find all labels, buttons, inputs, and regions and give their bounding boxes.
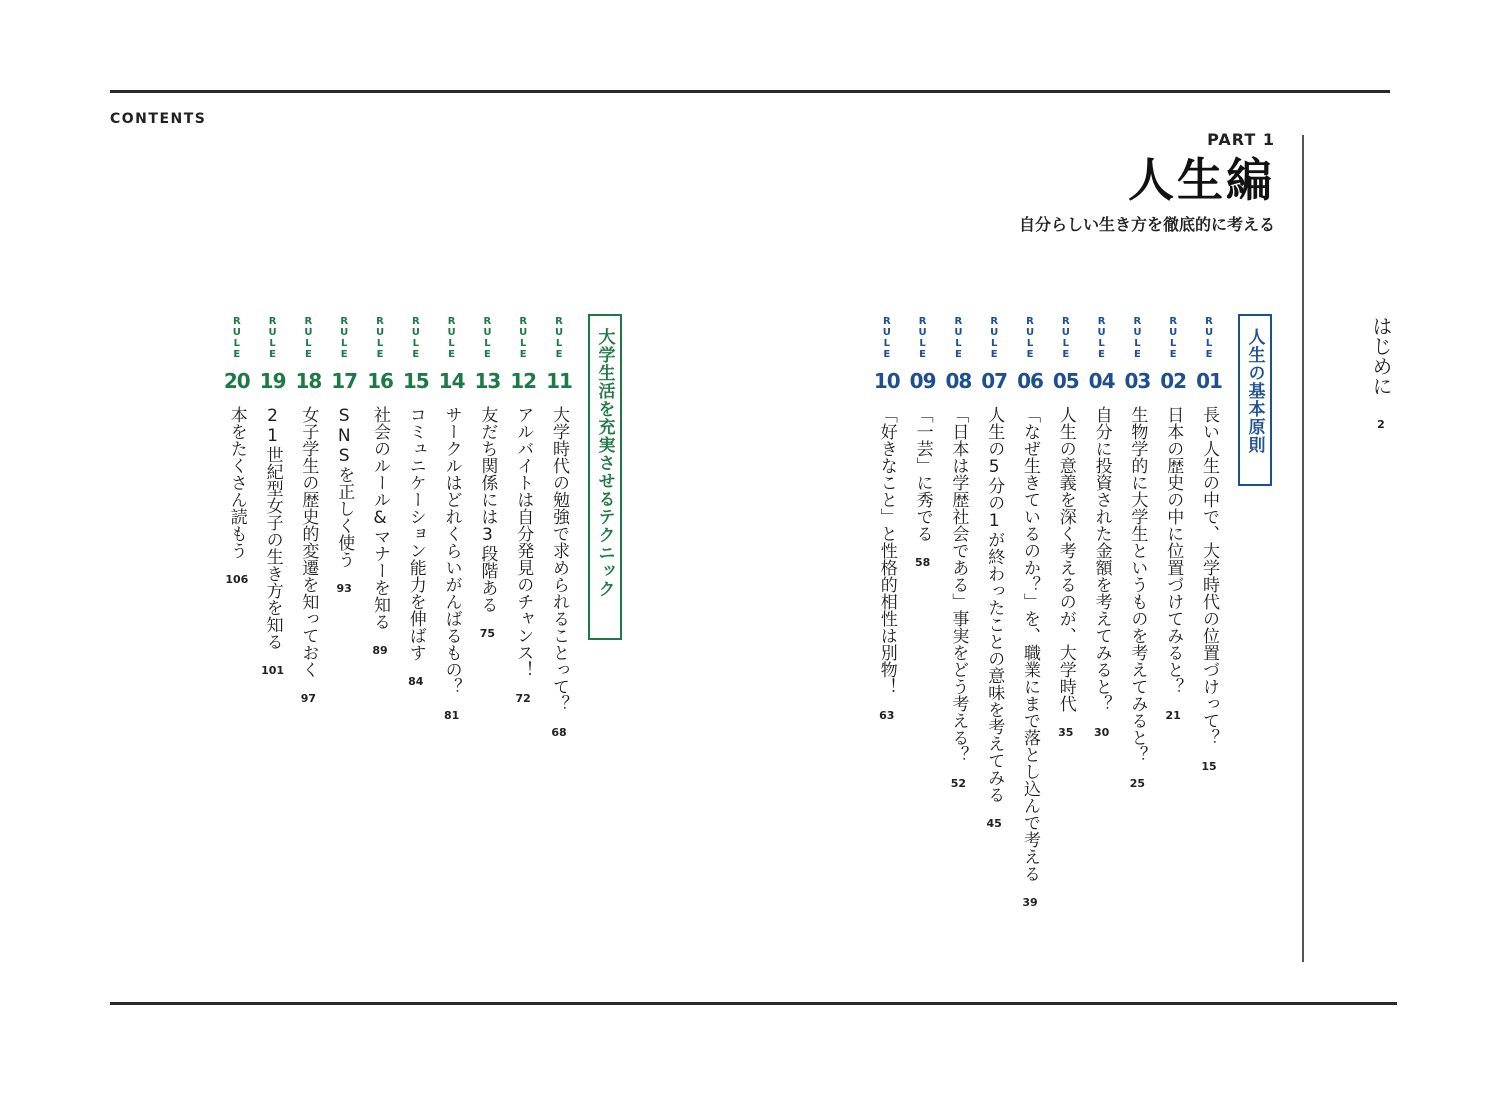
rule-title: 友だち関係には3段階ある	[477, 406, 498, 613]
rule-title: アルバイトは自分発見のチャンス！	[513, 406, 534, 678]
rule-page-number: 89	[372, 644, 388, 657]
rule-word: RULE	[232, 316, 241, 360]
rule-word: RULE	[954, 316, 963, 360]
rule-number: 04	[1088, 369, 1115, 393]
rule-entry[interactable]	[326, 316, 362, 595]
rule-title: 人生の5分の1が終わったことの意味を考えてみる	[984, 406, 1005, 803]
rule-page-number: 30	[1093, 726, 1110, 739]
rule-number: 08	[945, 369, 972, 393]
rule-word: RULE	[519, 316, 528, 360]
rule-word: RULE	[411, 316, 420, 360]
rule-page-number: 58	[914, 556, 931, 569]
rule-page-number: 35	[1058, 726, 1074, 739]
rule-title: 本をたくさん読もう	[226, 406, 247, 559]
section-title: 大学生活を充実させるテクニック	[594, 328, 615, 598]
rule-word: RULE	[340, 316, 349, 360]
part-title: 人生編	[1128, 153, 1275, 207]
section-heading-college-techniques	[588, 314, 622, 640]
rule-number: 11	[546, 369, 572, 393]
rule-number: 18	[295, 369, 322, 393]
rule-word: RULE	[483, 316, 492, 360]
rule-page-number: 72	[515, 692, 531, 705]
rule-word: RULE	[304, 316, 313, 360]
rule-page-number: 81	[443, 709, 460, 722]
rule-page-number: 75	[479, 627, 496, 640]
rule-entry[interactable]	[1119, 316, 1155, 790]
rule-entry[interactable]	[1048, 316, 1084, 739]
rule-entry[interactable]	[905, 316, 941, 569]
rule-word: RULE	[1097, 316, 1106, 360]
rule-page-number: 101	[261, 664, 285, 677]
bottom-rule	[110, 1002, 1397, 1005]
rule-number: 07	[981, 369, 1008, 393]
rule-title: 社会のルール&マナーを知る	[370, 406, 390, 630]
rule-entry[interactable]	[1084, 316, 1120, 739]
rule-title: 大学時代の勉強で求められることって？	[549, 406, 569, 712]
rule-title: 21世紀型女子の生き方を知る	[262, 406, 283, 650]
rule-title: 「一芸」に秀でる	[912, 406, 933, 542]
rule-word: RULE	[1133, 316, 1142, 360]
rule-title: 人生の意義を深く考えるのが、大学時代	[1055, 406, 1076, 712]
intro-page: 2	[1377, 418, 1385, 431]
rule-number: 15	[402, 369, 429, 393]
rule-number: 06	[1017, 369, 1043, 393]
section-title: 人生の基本原則	[1244, 328, 1265, 454]
rule-title: 自分に投資された金額を考えてみると？	[1091, 406, 1112, 712]
rule-number: 20	[223, 369, 250, 393]
part-heading	[1019, 130, 1275, 235]
rule-entry[interactable]	[469, 316, 505, 640]
intro-entry[interactable]	[1363, 316, 1399, 431]
rule-title: SNSを正しく使う	[334, 406, 355, 568]
rule-title: コミュニケーション能力を伸ばす	[405, 406, 426, 661]
rule-number: 16	[367, 369, 393, 393]
section-heading-life-principles	[1238, 314, 1272, 486]
rule-entry[interactable]	[1012, 316, 1048, 909]
rule-word: RULE	[375, 316, 385, 360]
rule-title: 「なぜ生きているのか？」を、職業にまで落とし込んで考える	[1020, 406, 1040, 882]
rule-page-number: 97	[300, 692, 317, 705]
rule-number: 03	[1124, 369, 1151, 393]
contents-label: CONTENTS	[110, 111, 207, 127]
rule-page-number: 25	[1129, 777, 1146, 790]
rule-number: 09	[909, 369, 936, 393]
rule-page-number: 21	[1165, 709, 1181, 722]
rule-word: RULE	[990, 316, 999, 360]
rule-title: サークルはどれくらいがんばるもの？	[441, 406, 462, 695]
rule-entry[interactable]	[869, 316, 905, 722]
rule-word: RULE	[918, 316, 927, 360]
rule-entry[interactable]	[398, 316, 434, 688]
rule-title: 女子学生の歴史的変遷を知っておく	[298, 406, 319, 678]
rule-number: 17	[331, 369, 358, 393]
rule-page-number: 106	[225, 573, 249, 586]
rule-number: 12	[510, 369, 537, 393]
rule-title: 生物学的に大学生というものを考えてみると？	[1127, 406, 1148, 763]
rule-entry[interactable]	[255, 316, 291, 677]
rule-number: 10	[873, 369, 900, 393]
rule-title: 「好きなこと」と性格的相性は別物！	[876, 406, 897, 695]
rule-word: RULE	[882, 316, 891, 360]
intro-title: はじめに	[1369, 316, 1393, 396]
rule-title: 「日本は学歴社会である」事実をどう考える？	[948, 406, 969, 763]
rule-word: RULE	[1061, 316, 1070, 360]
rule-entry[interactable]	[219, 316, 255, 586]
rule-word: RULE	[1204, 316, 1214, 360]
rule-word: RULE	[268, 316, 277, 360]
part-label: PART 1	[1207, 130, 1275, 149]
rule-title: 日本の歴史の中に位置づけてみると？	[1163, 406, 1184, 695]
rule-page-number: 15	[1201, 760, 1217, 773]
rule-entry[interactable]	[362, 316, 398, 657]
rule-entry[interactable]	[434, 316, 470, 722]
rule-entry[interactable]	[1191, 316, 1227, 773]
rule-page-number: 52	[950, 777, 967, 790]
rule-number: 14	[438, 369, 465, 393]
rule-page-number: 39	[1022, 896, 1038, 909]
rule-title: 長い人生の中で、大学時代の位置づけって？	[1199, 406, 1219, 746]
rule-page-number: 45	[986, 817, 1002, 830]
rule-word: RULE	[447, 316, 456, 360]
rule-page-number: 93	[336, 582, 352, 595]
side-rule	[1302, 135, 1304, 962]
rule-number: 02	[1160, 369, 1187, 393]
rule-entry[interactable]	[976, 316, 1012, 830]
rule-entry[interactable]	[1155, 316, 1191, 722]
rule-word: RULE	[554, 316, 564, 360]
rule-number: 05	[1052, 369, 1079, 393]
rule-page-number: 63	[879, 709, 895, 722]
rule-number: 19	[259, 369, 286, 393]
rule-number: 13	[474, 369, 501, 393]
rule-number: 01	[1196, 369, 1222, 393]
rule-entry[interactable]	[940, 316, 976, 790]
rule-entry[interactable]	[541, 316, 577, 739]
top-rule	[110, 90, 1390, 93]
rule-word: RULE	[1169, 316, 1178, 360]
rule-page-number: 84	[408, 675, 424, 688]
rule-entry[interactable]	[290, 316, 326, 705]
rule-entry[interactable]	[505, 316, 541, 705]
part-subtitle: 自分らしい生き方を徹底的に考える	[1018, 214, 1275, 234]
rule-word: RULE	[1025, 316, 1035, 360]
rule-page-number: 68	[551, 726, 567, 739]
